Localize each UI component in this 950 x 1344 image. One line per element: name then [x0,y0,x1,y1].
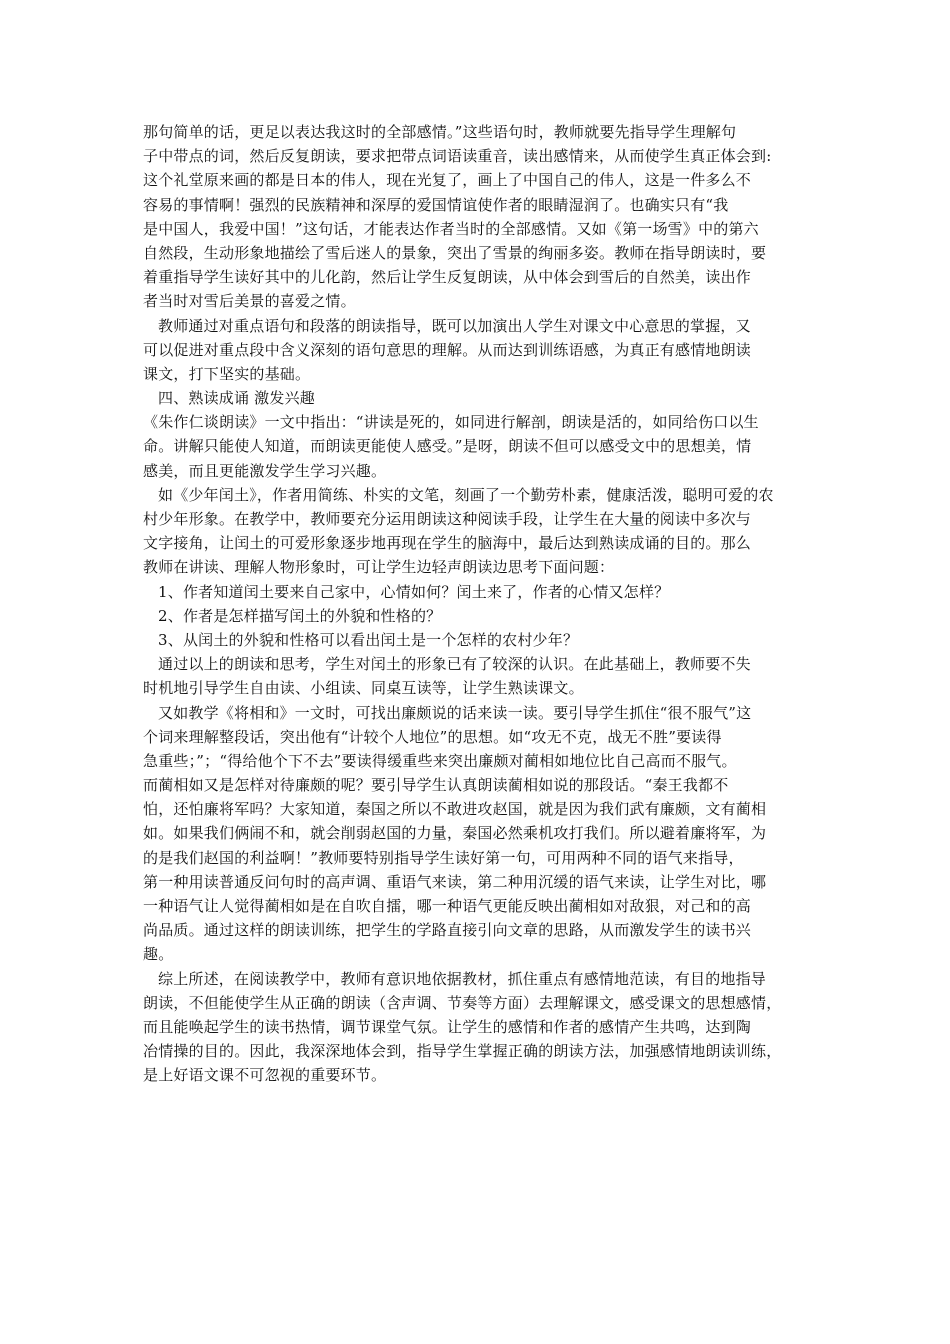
text-line: 的是我们赵国的利益啊！”教师要特别指导学生读好第一句，可用两种不同的语气来指导， [143,848,744,867]
text-line: 1、作者知道闰土要来自己家中，心情如何？闰土来了，作者的心情又怎样？ [158,582,670,601]
text-line: 2、作者是怎样描写闰土的外貌和性格的？ [158,606,442,625]
text-line: 子中带点的词，然后反复朗读，要求把带点词语读重音，读出感情来，从而使学生真正体会到: [143,147,772,166]
text-line: 文字接角，让闰土的可爱形象逐步地再现在学生的脑海中，最后达到熟读成诵的目的。那么 [143,534,752,553]
text-line: 者当时对雪后美景的喜爱之情。 [143,292,356,311]
text-line: 教师通过对重点语句和段落的朗读指导，既可以加演出人学生对课文中心意思的掌握，又 [158,316,751,335]
text-line: 课文，打下坚实的基础。 [143,364,311,383]
text-line: 是上好语文课不可忽视的重要环节。 [143,1066,387,1085]
text-line: 综上所述，在阅读教学中，教师有意识地依据教材，抓住重点有感情地范读，有目的地指导 [158,969,767,988]
text-line: 第一种用读普通反问句时的高声调、重语气来读，第二种用沉缓的语气来读，让学生对比，哪 [143,872,767,891]
text-line: 村少年形象。在教学中，教师要充分运用朗读这种阅读手段，让学生在大量的阅读中多次与 [143,510,752,528]
text-line: 朗读，不但能使学生从正确的朗读（含声调、节奏等方面）去理解课文，感受课文的思想感情， [143,993,782,1012]
text-line: 如。如果我们俩闹不和，就会削弱赵国的力量，秦国必然乘机攻打我们。所以避着廉将军，为 [143,824,767,843]
text-line: 着重指导学生读好其中的儿化韵，然后让学生反复朗读，从中体会到雪后的自然美，读出作 [143,268,752,287]
text-line: 容易的事情啊！强烈的民族精神和深厚的爱国情谊使作者的眼睛湿润了。也确实只有“我 [143,195,729,214]
text-line: 如《少年闰土》，作者用简练、朴实的文笔，刻画了一个勤劳朴素，健康活泼，聪明可爱的农 [158,485,774,504]
text-line: 急重些；”；“得给他个下不去”要读得缓重些来突出廉颇对蔺相如地位比自己高而不服气。 [143,751,737,770]
text-line: 又如教学《将相和》一文时，可找出廉颇说的话来读一读。要引导学生抓住“很不服气”这 [158,703,752,722]
text-line: 是中国人，我爱中国！”这句话，才能表达作者当时的全部感情。又如《第一场雪》中的第六 [143,219,759,238]
text-line: 通过以上的朗读和思考，学生对闰土的形象已有了较深的认识。在此基础上，教师要不失 [158,655,751,674]
text-line: 四、熟读成诵 激发兴趣 [158,389,315,408]
text-line: 3、从闰土的外貌和性格可以看出闰土是一个怎样的农村少年？ [158,630,579,649]
text-line: 教师在讲读、理解人物形象时，可让学生边轻声朗读边思考下面问题： [143,558,615,577]
text-line: 感美，而且更能激发学生学习兴趣。 [143,461,387,480]
text-line: 一种语气让人觉得蔺相如是在自吹自擂，哪一种语气更能反映出蔺相如对敌狠，对己和的高 [143,897,752,915]
text-line: 《朱作仁谈朗读》一文中指出：“讲读是死的，如同进行解剖，朗读是活的，如同给伤口以生 [143,413,759,432]
text-line: 这个礼堂原来画的都是日本的伟人，现在光复了，画上了中国自己的伟人，这是一件多么不 [143,171,752,190]
text-line: 尚品质。通过这样的朗读训练，把学生的学路直接引向文章的思路，从而激发学生的读书兴 [143,921,752,940]
text-line: 那句简单的话，更足以表达我这时的全部感情。”这些语句时，教师就要先指导学生理解句 [143,123,737,141]
text-line: 冶情操的目的。因此，我深深地体会到，指导学生掌握正确的朗读方法，加强感情地朗读训练， [143,1042,782,1061]
text-line: 怕，还怕廉将军吗？大家知道，秦国之所以不敢进攻赵国，就是因为我们武有廉颇，文有蔺相 [143,800,767,819]
text-line: 命。讲解只能使人知道，而朗读更能使人感受。”是呀，朗读不但可以感受文中的思想美，情 [143,437,752,456]
text-line: 趣。 [143,945,174,964]
article-body [143,120,811,1088]
text-line: 而且能唤起学生的读书热情，调节课堂气氛。让学生的感情和作者的感情产生共鸣，达到陶 [143,1017,752,1036]
text-line: 时机地引导学生自由读、小组读、同桌互读等，让学生熟读课文。 [143,679,584,698]
text-line: 自然段，生动形象地描绘了雪后迷人的景象，突出了雪景的绚丽多姿。教师在指导朗读时，要 [143,243,767,262]
text-line: 可以促进对重点段中含义深刻的语句意思的理解。从而达到训练语感，为真正有感情地朗读 [143,340,752,359]
text-line: 而蔺相如又是怎样对待廉颇的呢？要引导学生认真朗读蔺相如说的那段话。“秦王我都不 [143,776,729,795]
text-line: 个词来理解整段话，突出他有“计较个人地位”的思想。如“攻无不克，战无不胜”要读得 [143,727,722,746]
